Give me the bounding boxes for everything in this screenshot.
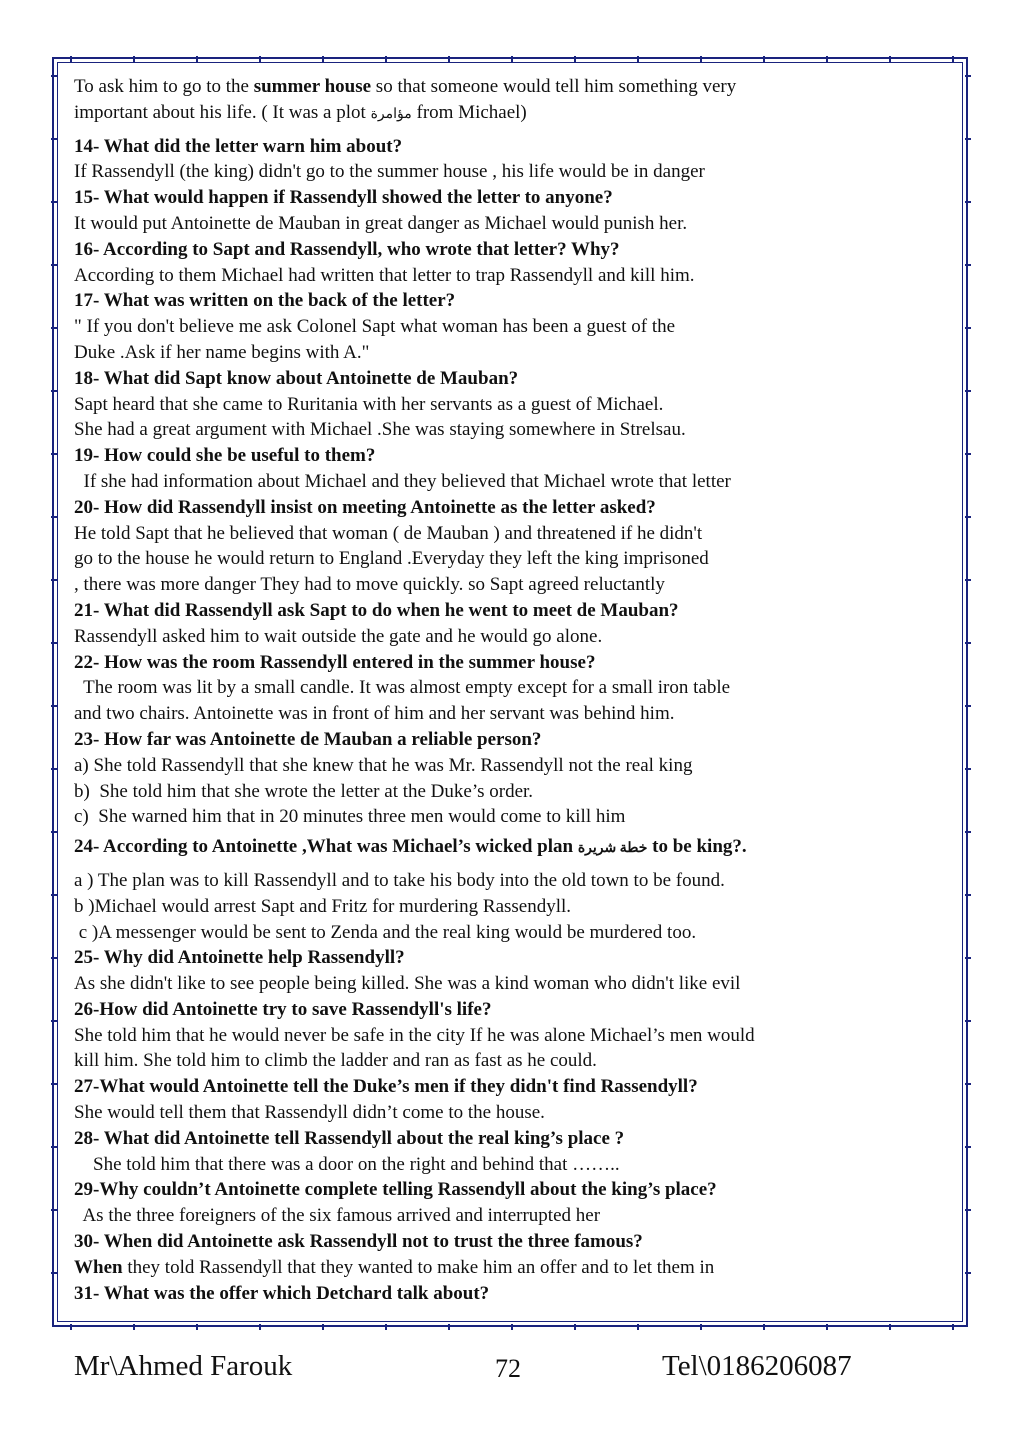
answer-line: a) She told Rassendyll that she knew that he was Mr. Rassendyll not the real king bbox=[74, 754, 693, 776]
border-tick bbox=[965, 138, 971, 140]
border-tick bbox=[965, 768, 971, 770]
question: 20- How did Rassendyll insist on meeting Antoinette as the letter asked? bbox=[74, 496, 656, 518]
question: 14- What did the letter warn him about? bbox=[74, 135, 403, 157]
border-tick bbox=[448, 56, 450, 62]
border-tick bbox=[133, 1324, 135, 1330]
question: 17- What was written on the back of the letter? bbox=[74, 290, 456, 312]
border-tick bbox=[889, 1324, 891, 1330]
answer-line: kill him. She told him to climb the ladder and ran as fast as he could. bbox=[74, 1050, 597, 1072]
border-tick bbox=[965, 327, 971, 329]
border-tick bbox=[889, 56, 891, 62]
border-tick bbox=[51, 1272, 57, 1274]
answer-line: , there was more danger They had to move quickly. so Sapt agreed reluctantly bbox=[74, 574, 665, 596]
border-tick bbox=[965, 579, 971, 581]
border-tick bbox=[70, 1324, 72, 1330]
border-tick bbox=[51, 453, 57, 455]
answer-line: and two chairs. Antoinette was in front of him and her servant was behind him. bbox=[74, 703, 675, 725]
question: 15- What would happen if Rassendyll showed the letter to anyone? bbox=[74, 187, 613, 209]
border-tick bbox=[51, 642, 57, 644]
border-tick bbox=[448, 1324, 450, 1330]
border-tick bbox=[51, 894, 57, 896]
border-tick bbox=[51, 579, 57, 581]
answer-line: Rassendyll asked him to wait outside the gate and he would go alone. bbox=[74, 625, 603, 647]
border-tick bbox=[965, 1020, 971, 1022]
border-tick bbox=[385, 56, 387, 62]
border-tick bbox=[637, 56, 639, 62]
border-tick bbox=[385, 1324, 387, 1330]
answer-line: a ) The plan was to kill Rassendyll and to take his body into the old town to be found. bbox=[74, 869, 725, 891]
border-tick bbox=[965, 1083, 971, 1085]
answer-line: She told him that he would never be safe in the city If he was alone Michael’s men would bbox=[74, 1024, 755, 1046]
border-tick bbox=[51, 1209, 57, 1211]
border-tick bbox=[133, 56, 135, 62]
border-tick bbox=[700, 1324, 702, 1330]
footer-author: Mr\Ahmed Farouk bbox=[74, 1350, 293, 1382]
answer-line: As she didn't like to see people being killed. She was a kind woman who didn't like evil bbox=[74, 973, 741, 995]
answer-line: It would put Antoinette de Mauban in great danger as Michael would punish her. bbox=[74, 212, 688, 234]
border-tick bbox=[965, 705, 971, 707]
border-tick bbox=[51, 516, 57, 518]
border-tick bbox=[51, 327, 57, 329]
border-tick bbox=[965, 516, 971, 518]
answer-line: c )A messenger would be sent to Zenda and the real king would be murdered too. bbox=[74, 921, 697, 943]
answer-line: She would tell them that Rassendyll didn’t come to the house. bbox=[74, 1102, 545, 1124]
border-tick bbox=[965, 201, 971, 203]
answer-line: She told him that there was a door on the right and behind that …….. bbox=[74, 1153, 620, 1175]
border-tick bbox=[965, 1209, 971, 1211]
border-tick bbox=[511, 1324, 513, 1330]
answer-line: Sapt heard that she came to Ruritania with her servants as a guest of Michael. bbox=[74, 393, 664, 415]
border-tick bbox=[51, 1083, 57, 1085]
border-tick bbox=[952, 1324, 954, 1330]
border-tick bbox=[70, 56, 72, 62]
question: 19- How could she be useful to them? bbox=[74, 445, 376, 467]
question: 27-What would Antoinette tell the Duke’s men if they didn't find Rassendyll? bbox=[74, 1076, 698, 1098]
border-tick bbox=[196, 1324, 198, 1330]
answer-line: b) She told him that she wrote the letter at the Duke’s order. bbox=[74, 780, 534, 802]
answer-line: If she had information about Michael and they believed that Michael wrote that letter bbox=[74, 470, 731, 492]
border-tick bbox=[259, 1324, 261, 1330]
border-tick bbox=[826, 56, 828, 62]
intro-line-1: To ask him to go to the summer house so that someone would tell him something very bbox=[74, 76, 737, 97]
border-tick bbox=[51, 264, 57, 266]
question: 22- How was the room Rassendyll entered in the summer house? bbox=[74, 651, 596, 673]
border-tick bbox=[965, 894, 971, 896]
question-24: 24- According to Antoinette ,What was Michael’s wicked plan خطة شريرة to be king?. bbox=[74, 836, 747, 858]
question: 26-How did Antoinette try to save Rassendyll's life? bbox=[74, 998, 492, 1020]
footer-page-number: 72 bbox=[495, 1354, 521, 1383]
question: 18- What did Sapt know about Antoinette de Mauban? bbox=[74, 367, 519, 389]
border-tick bbox=[51, 390, 57, 392]
border-tick bbox=[196, 56, 198, 62]
answer-line: She had a great argument with Michael .She was staying somewhere in Strelsau. bbox=[74, 419, 686, 441]
border-tick bbox=[51, 1146, 57, 1148]
answer-line: c) She warned him that in 20 minutes three men would come to kill him bbox=[74, 806, 626, 828]
border-tick bbox=[574, 56, 576, 62]
question: 16- According to Sapt and Rassendyll, who wrote that letter? Why? bbox=[74, 238, 620, 260]
border-tick bbox=[965, 1146, 971, 1148]
border-tick bbox=[51, 75, 57, 77]
border-tick bbox=[51, 201, 57, 203]
question: 23- How far was Antoinette de Mauban a reliable person? bbox=[74, 728, 542, 750]
answer-line: The room was lit by a small candle. It was almost empty except for a small iron table bbox=[74, 677, 731, 699]
border-tick bbox=[965, 642, 971, 644]
border-tick bbox=[965, 390, 971, 392]
question: 29-Why couldn’t Antoinette complete telling Rassendyll about the king’s place? bbox=[74, 1179, 717, 1201]
border-tick bbox=[637, 1324, 639, 1330]
question-31: 31- What was the offer which Detchard talk about? bbox=[74, 1282, 490, 1304]
answer-30: When they told Rassendyll that they wanted to make him an offer and to let them in bbox=[74, 1256, 715, 1278]
border-tick bbox=[826, 1324, 828, 1330]
answer-line: According to them Michael had written that letter to trap Rassendyll and kill him. bbox=[74, 264, 695, 286]
border-tick bbox=[965, 831, 971, 833]
border-tick bbox=[322, 56, 324, 62]
border-tick bbox=[51, 705, 57, 707]
border-tick bbox=[965, 75, 971, 77]
footer-tel: Tel\0186206087 bbox=[662, 1350, 852, 1382]
border-tick bbox=[511, 56, 513, 62]
answer-line: If Rassendyll (the king) didn't go to the summer house , his life would be in danger bbox=[74, 161, 705, 183]
border-tick bbox=[259, 56, 261, 62]
document-body bbox=[74, 74, 934, 1306]
intro-line-2: important about his life. ( It was a plot مؤامرة from Michael) bbox=[74, 101, 527, 123]
answer-line: " If you don't believe me ask Colonel Sapt what woman has been a guest of the bbox=[74, 316, 676, 338]
border-tick bbox=[965, 453, 971, 455]
answer-line: As the three foreigners of the six famous arrived and interrupted her bbox=[74, 1205, 601, 1227]
border-tick bbox=[965, 264, 971, 266]
border-tick bbox=[51, 1020, 57, 1022]
border-tick bbox=[700, 56, 702, 62]
border-tick bbox=[965, 1272, 971, 1274]
border-tick bbox=[952, 56, 954, 62]
question: 30- When did Antoinette ask Rassendyll not to trust the three famous? bbox=[74, 1231, 643, 1253]
question: 28- What did Antoinette tell Rassendyll about the real king’s place ? bbox=[74, 1127, 625, 1149]
border-tick bbox=[322, 1324, 324, 1330]
answer-line: Duke .Ask if her name begins with A." bbox=[74, 341, 370, 363]
answer-line: He told Sapt that he believed that woman ( de Mauban ) and threatened if he didn't bbox=[74, 522, 703, 544]
border-tick bbox=[51, 957, 57, 959]
answer-line: go to the house he would return to England .Everyday they left the king imprisoned bbox=[74, 548, 709, 570]
border-tick bbox=[51, 831, 57, 833]
border-tick bbox=[763, 56, 765, 62]
border-tick bbox=[763, 1324, 765, 1330]
question: 25- Why did Antoinette help Rassendyll? bbox=[74, 947, 405, 969]
border-tick bbox=[51, 768, 57, 770]
answer-line: b )Michael would arrest Sapt and Fritz for murdering Rassendyll. bbox=[74, 895, 572, 917]
border-tick bbox=[51, 138, 57, 140]
question: 21- What did Rassendyll ask Sapt to do when he went to meet de Mauban? bbox=[74, 599, 679, 621]
border-tick bbox=[965, 957, 971, 959]
border-tick bbox=[574, 1324, 576, 1330]
